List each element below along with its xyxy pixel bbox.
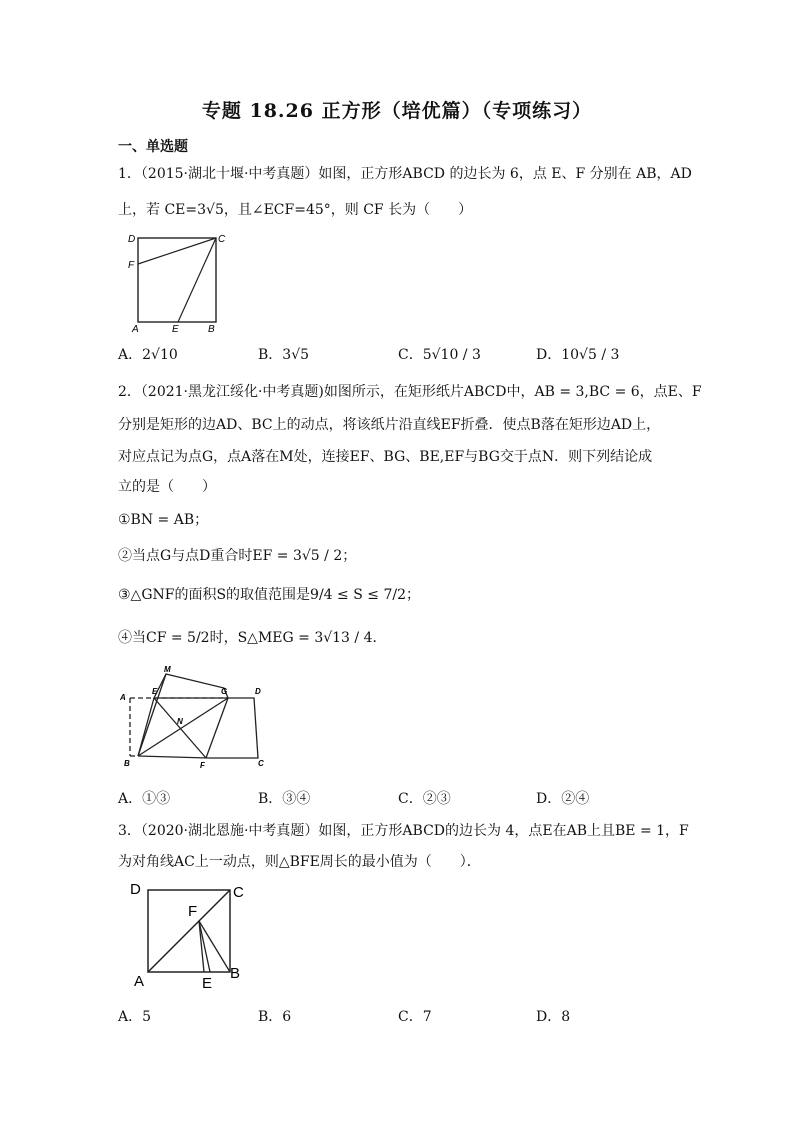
q3-option-a[interactable]: A．5 bbox=[118, 1009, 152, 1025]
q1-label-B: B bbox=[208, 324, 215, 334]
q2-figure bbox=[118, 662, 268, 772]
q2-statement-2: ②当点G与点D重合时EF = 3√5 / 2； bbox=[118, 548, 357, 564]
q1-option-a[interactable]: A．2√10 bbox=[118, 347, 178, 363]
q1-option-d[interactable]: D．10√5 / 3 bbox=[536, 347, 620, 363]
q2-label-D: D bbox=[255, 687, 261, 696]
q2-label-G: G bbox=[221, 687, 228, 696]
q2-label-A: A bbox=[120, 693, 126, 702]
q3-line1: 3．（2020·湖北恩施·中考真题）如图，正方形ABCD的边长为 4，点E在AB上且BE = 1，F bbox=[118, 823, 689, 839]
section-heading: 一、单选题 bbox=[118, 139, 188, 155]
q3-option-d[interactable]: D．8 bbox=[536, 1009, 571, 1025]
q1-label-D: D bbox=[128, 234, 136, 245]
q1-option-b[interactable]: B．3√5 bbox=[258, 347, 310, 363]
q3-label-E: E bbox=[202, 975, 213, 992]
q1-option-c[interactable]: C．5√10 / 3 bbox=[398, 347, 481, 363]
q2-line3: 对应点记为点G，点A落在M处，连接EF、BG、BE,EF与BG交于点N．则下列结论成 bbox=[118, 449, 653, 465]
q3-label-B: B bbox=[230, 965, 241, 982]
q2-line4: 立的是（ ） bbox=[118, 479, 216, 495]
q2-label-N: N bbox=[177, 717, 183, 726]
q2-line1: 2．（2021·黑龙江绥化·中考真题)如图所示，在矩形纸片ABCD中，AB = 3,BC = 6，点E、F bbox=[118, 384, 702, 400]
q2-label-C: C bbox=[258, 759, 264, 768]
q1-line2: 上，若 CE=3√5，且∠ECF=45°，则 CF 长为（ ） bbox=[118, 202, 473, 218]
page-title: 专题 18.26 正方形（培优篇）（专项练习） bbox=[201, 100, 593, 122]
q3-option-b[interactable]: B．6 bbox=[258, 1009, 292, 1025]
q2-label-M: M bbox=[164, 665, 171, 674]
q2-option-d[interactable]: D．②④ bbox=[536, 791, 590, 807]
q1-figure bbox=[122, 228, 232, 334]
q1-label-E: E bbox=[172, 324, 179, 334]
q2-line2: 分别是矩形的边AD、BC上的动点，将该纸片沿直线EF折叠．使点B落在矩形边AD上， bbox=[118, 417, 661, 433]
q1-label-F: F bbox=[128, 260, 135, 271]
q1-label-C: C bbox=[218, 234, 226, 245]
q3-label-C: C bbox=[233, 884, 244, 901]
q1-line1: 1．（2015·湖北十堰·中考真题）如图，正方形ABCD 的边长为 6，点 E、F 分别在 AB，AD bbox=[118, 166, 692, 182]
q2-option-c[interactable]: C．②③ bbox=[398, 791, 451, 807]
q3-label-D: D bbox=[130, 881, 141, 898]
q2-statement-4: ④当CF = 5/2时，S△MEG = 3√13 / 4． bbox=[118, 630, 387, 646]
q3-option-c[interactable]: C．7 bbox=[398, 1009, 432, 1025]
q2-option-b[interactable]: B．③④ bbox=[258, 791, 311, 807]
q2-option-a[interactable]: A．①③ bbox=[118, 791, 171, 807]
q2-label-F: F bbox=[200, 761, 205, 770]
q3-figure bbox=[124, 880, 254, 992]
q2-label-E: E bbox=[152, 687, 158, 696]
q2-label-B: B bbox=[124, 759, 130, 768]
q3-label-F: F bbox=[188, 903, 198, 920]
q2-statement-3: ③△GNF的面积S的取值范围是9/4 ≤ S ≤ 7/2； bbox=[118, 587, 420, 603]
q1-label-A: A bbox=[132, 324, 139, 334]
q3-label-A: A bbox=[134, 973, 145, 990]
q3-line2: 为对角线AC上一动点，则△BFE周长的最小值为（ ）． bbox=[118, 854, 481, 870]
q2-statement-1: ①BN = AB； bbox=[118, 512, 209, 528]
